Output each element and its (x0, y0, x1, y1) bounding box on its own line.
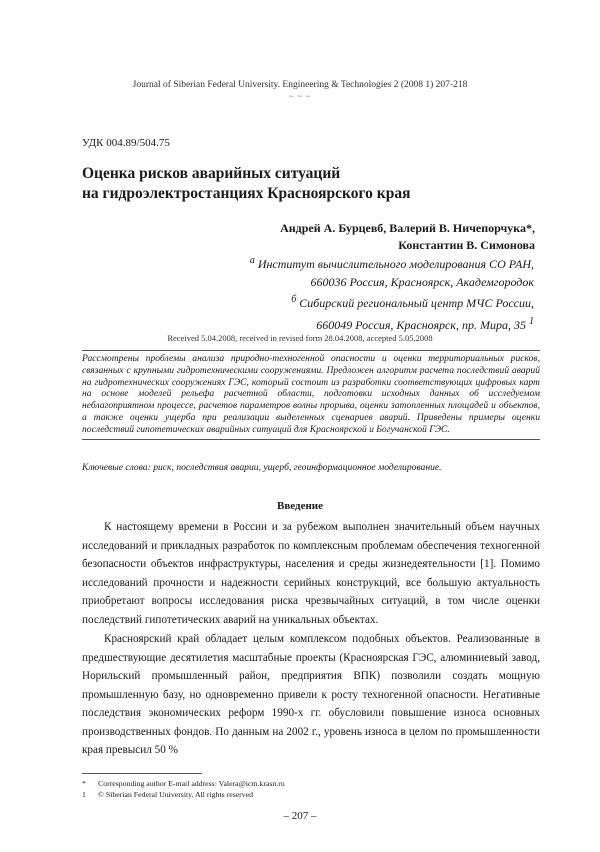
udk-code: УДК 004.89/504.75 (82, 137, 170, 149)
abstract-box (82, 350, 540, 440)
journal-header: Journal of Siberian Federal University. Engineering & Technologies 2 (2008 1) 207-218 (132, 80, 468, 90)
body-text (82, 518, 540, 760)
received-dates: Received 5.04.2008, received in revised form 28.04.2008, accepted 5.05.2008 (167, 333, 433, 343)
footnote-text: Corresponding author E-mail address: Valera@icm.krasn.ru (98, 779, 285, 788)
title-line-2: на гидроэлектростанциях Красноярского края (82, 185, 411, 202)
footnote (82, 789, 542, 800)
affiliation-a-line-2: 660036 Россия, Красноярск, Академгородок (310, 274, 534, 289)
author-list (155, 220, 535, 254)
affiliation-b-mark: б (291, 294, 297, 305)
paper-title (82, 164, 522, 204)
affiliation-b-line-2: 660049 Россия, Красноярск, пр. Мира, 35 $^1$ (316, 315, 534, 332)
authors-line-1: Андрей А. Бурцевб, Валерий В. Ничепорчука*, (280, 221, 535, 235)
affiliation-a-line-1: $^а$ Институт вычислительного моделирования СО РАН, (249, 255, 534, 271)
footnote-text: © Siberian Federal University. All rights reserved (98, 790, 254, 799)
footnote-mark: * (82, 779, 86, 788)
affiliations (134, 252, 534, 334)
header-ornament: ~ ~ ~ (289, 92, 311, 101)
footnote-mark: 1 (82, 790, 86, 799)
paragraph: Красноярский край обладает целым комплексом подобных объектов. Реализованные в предшествующие десятилетия масштабные проекты (Красноярская ГЭС, алюминиевый завод, Норильский промышленный район, предприятия ВПК) позволили создать мощную промышленную базу, но одновременно привели к росту техногенной опасности. Негативные последствия экономических реформ 1990-х гг. обусловили повышение износа основных производственных фондов. По данным на 2002 г., уровень износа в целом по промышленности края превысил 50 % (82, 633, 540, 756)
keywords: Ключевые слова: риск, последствия аварии, ущерб, геоинформационное моделирование. (82, 462, 442, 473)
paragraph: К настоящему времени в России и за рубежом выполнен значительный объем научных исследований и прикладных разработок по комплексным проблемам обеспечения техногенной безопасности объектов инфраструктуры, населения и среды жизнедеятельности [1]. Помимо исследований прочности и надежности серийных конструкций, все большую актуальность приобретают вопросы исследования риска чрезвычайных ситуаций, в том числе оценки последствий гипотетических аварий на уникальных объектах. (82, 521, 540, 626)
section-heading-introduction: Введение (276, 500, 324, 512)
abstract-text: Рассмотрены проблемы анализа природно-техногенной опасности и оценки территориальных рисков, связанных с крупными гидротехническими сооружениями. Предложен алгоритм расчета последствий аварий на гидротехнических сооружениях ГЭС, который состоит из разработки соответствующих цифровых карт на основе моделей рельефа расчетной области, подготовки исходных данных об исследуемом неблагоприятном процессе, расчетов параметров волны прорыва, оценки затопленных площадей и объектов, а также оценки ущерба при реализации выделенных сценариев аварий. Приведены примеры оценки последствий гипотетических аварийных ситуаций для Красноярской и Богучанской ГЭС. (82, 353, 540, 435)
affiliation-b-footnote-mark: 1 (529, 315, 534, 327)
affiliation-b-line-1: $^б$ Сибирский региональный центр МЧС России, (291, 294, 534, 310)
authors-line-2: Константин В. Симонова (398, 238, 535, 252)
footnotes (82, 778, 542, 800)
affiliation-a-mark: а (249, 255, 255, 266)
footnote-rule (82, 773, 202, 774)
page-number: – 207 – (283, 810, 317, 822)
footnote (82, 778, 542, 789)
title-line-1: Оценка рисков аварийных ситуаций (82, 165, 341, 182)
